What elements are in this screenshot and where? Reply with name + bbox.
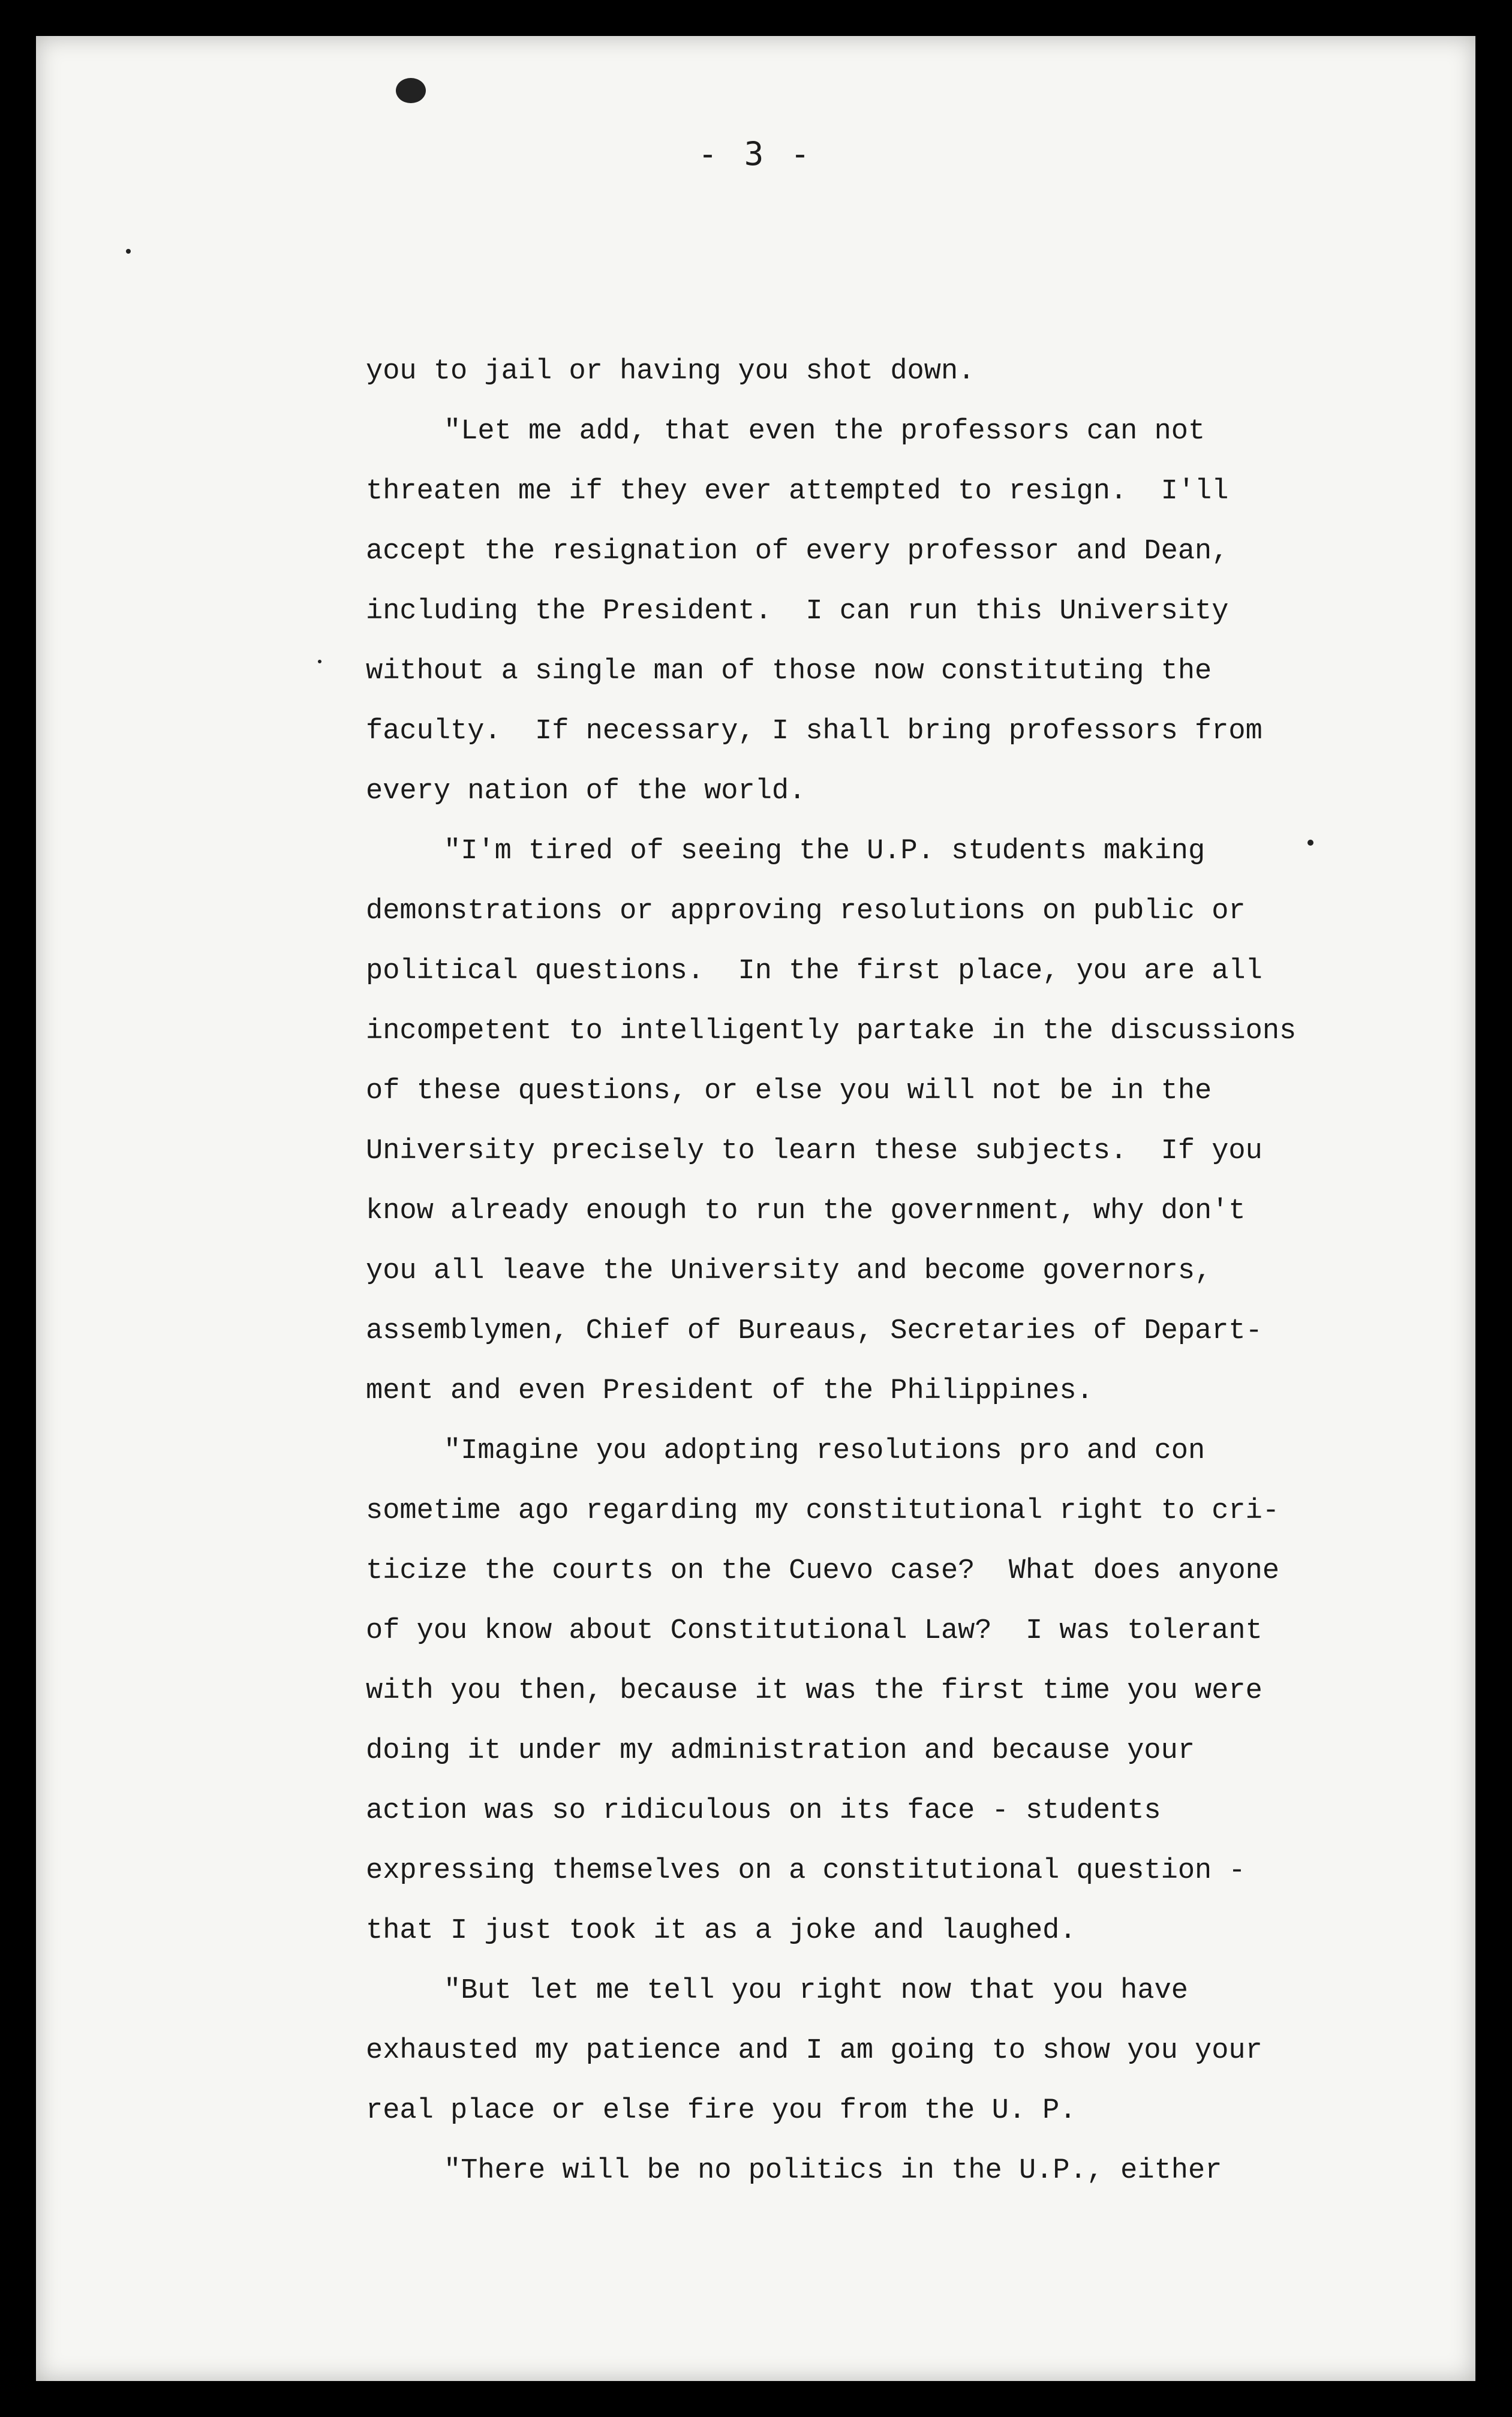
text-line <box>366 1601 1421 1661</box>
line-text: every nation of the world. <box>366 775 806 807</box>
line-text: threaten me if they ever attempted to resign. I'll <box>366 476 1229 507</box>
text-line <box>366 1961 1421 2021</box>
line-text: you all leave the University and become governors, <box>366 1255 1212 1287</box>
paragraph <box>366 1961 1421 2141</box>
text-line <box>366 1361 1421 1421</box>
line-text: "Let me add, that even the professors can not <box>444 416 1206 447</box>
paragraph <box>366 342 1421 402</box>
line-text: ticize the courts on the Cuevo case? What does anyone <box>366 1555 1280 1587</box>
line-text: that I just took it as a joke and laughed. <box>366 1915 1077 1947</box>
line-text: exhausted my patience and I am going to show you your <box>366 2035 1262 2067</box>
line-text: sometime ago regarding my constitutional right to cri- <box>366 1495 1280 1527</box>
text-line <box>366 342 1421 402</box>
paragraph <box>366 2141 1421 2201</box>
line-text: University precisely to learn these subjects. If you <box>366 1135 1262 1167</box>
text-line <box>366 1721 1421 1781</box>
ink-speck-mark <box>318 660 321 663</box>
text-line <box>366 462 1421 522</box>
text-line <box>366 882 1421 942</box>
text-line <box>366 822 1421 882</box>
text-line <box>366 582 1421 642</box>
text-line <box>366 1421 1421 1481</box>
text-line <box>366 2021 1421 2081</box>
line-text: action was so ridiculous on its face - students <box>366 1795 1161 1827</box>
ink-speck-mark <box>126 249 131 254</box>
text-line <box>366 1841 1421 1901</box>
page-number: - 3 - <box>698 135 814 173</box>
text-line <box>366 1481 1421 1541</box>
line-text: accept the resignation of every professor and Dean, <box>366 536 1229 567</box>
text-line <box>366 1661 1421 1721</box>
paragraph <box>366 1421 1421 1961</box>
text-line <box>366 1062 1421 1122</box>
line-text: "Imagine you adopting resolutions pro and con <box>444 1435 1206 1467</box>
text-line <box>366 1002 1421 1062</box>
ink-blot-mark <box>396 78 426 103</box>
line-text: doing it under my administration and because your <box>366 1735 1195 1767</box>
paragraph <box>366 822 1421 1421</box>
line-text: assemblymen, Chief of Bureaus, Secretaries of Depart- <box>366 1315 1262 1347</box>
line-text: incompetent to intelligently partake in the discussions <box>366 1015 1297 1047</box>
text-line <box>366 702 1421 762</box>
text-line <box>366 1122 1421 1182</box>
text-line <box>366 402 1421 462</box>
line-text: faculty. If necessary, I shall bring professors from <box>366 716 1262 747</box>
paragraph <box>366 402 1421 822</box>
text-line <box>366 2141 1421 2201</box>
line-text: without a single man of those now constituting the <box>366 656 1212 687</box>
line-text: "I'm tired of seeing the U.P. students making <box>444 835 1206 867</box>
line-text: including the President. I can run this University <box>366 596 1229 627</box>
text-line <box>366 2081 1421 2141</box>
line-text: political questions. In the first place, you are all <box>366 955 1262 987</box>
text-line <box>366 1241 1421 1301</box>
line-text: with you then, because it was the first time you were <box>366 1675 1262 1707</box>
text-line <box>366 1901 1421 1961</box>
text-line <box>366 942 1421 1002</box>
line-text: you to jail or having you shot down. <box>366 356 975 387</box>
line-text: "But let me tell you right now that you have <box>444 1975 1189 2007</box>
line-text: "There will be no politics in the U.P., either <box>444 2155 1222 2187</box>
line-text: of these questions, or else you will not be in the <box>366 1075 1212 1107</box>
text-line <box>366 1301 1421 1361</box>
text-line <box>366 522 1421 582</box>
line-text: real place or else fire you from the U. P. <box>366 2095 1077 2127</box>
text-line <box>366 1541 1421 1601</box>
text-line <box>366 642 1421 702</box>
line-text: demonstrations or approving resolutions on public or <box>366 895 1246 927</box>
line-text: expressing themselves on a constitutional question - <box>366 1855 1246 1887</box>
line-text: know already enough to run the government, why don't <box>366 1195 1246 1227</box>
line-text: ment and even President of the Philippines. <box>366 1375 1093 1407</box>
document-page <box>36 36 1475 2381</box>
line-text: of you know about Constitutional Law? I was tolerant <box>366 1615 1262 1647</box>
text-line <box>366 1781 1421 1841</box>
text-line <box>366 762 1421 822</box>
text-line <box>366 1182 1421 1241</box>
letter-body <box>366 342 1421 2201</box>
